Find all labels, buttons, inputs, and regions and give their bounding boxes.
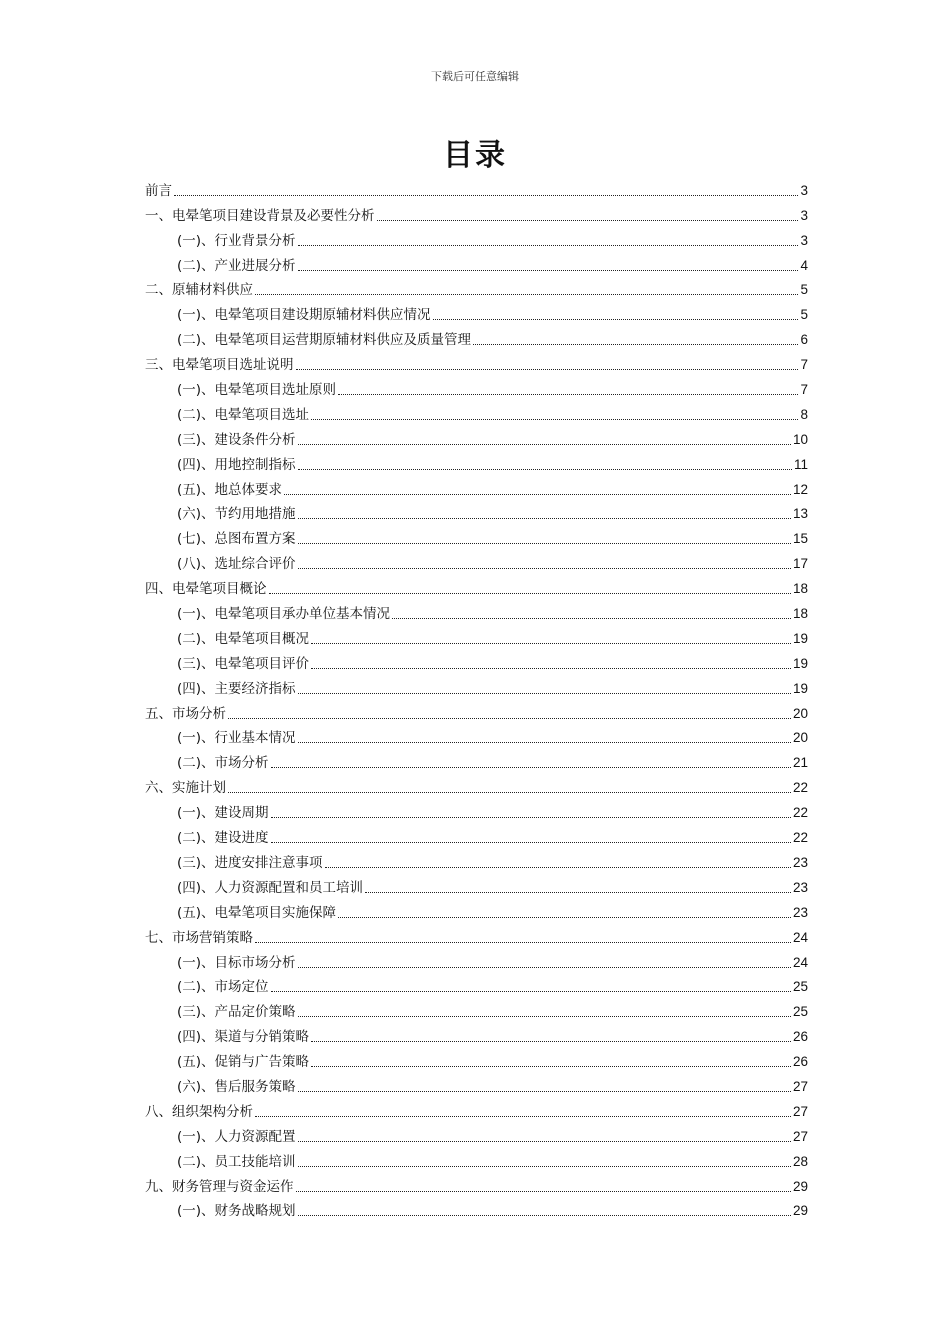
toc-entry[interactable]: [145, 772, 808, 797]
dot-leader: [433, 319, 799, 320]
toc-entry[interactable]: [145, 573, 808, 598]
toc-entry-label: 六、实施计划: [145, 780, 226, 797]
dot-leader: [298, 1141, 791, 1142]
dot-leader: [311, 643, 791, 644]
toc-entry-label: 二、原辅材料供应: [145, 282, 253, 299]
toc-subentry[interactable]: [145, 474, 808, 499]
toc-entry-label: (四)、渠道与分销策略: [177, 1029, 310, 1046]
dot-leader: [296, 1191, 791, 1192]
toc-page-number: 5: [800, 307, 808, 323]
toc-subentry[interactable]: [145, 250, 808, 275]
toc-entry-label: (六)、售后服务策略: [177, 1078, 296, 1095]
dot-leader: [298, 742, 791, 743]
toc-subentry[interactable]: [145, 1046, 808, 1071]
toc-entry-label: 前言: [145, 182, 172, 199]
toc-subentry[interactable]: [145, 424, 808, 449]
toc-page-number: 22: [792, 830, 808, 846]
toc-entry[interactable]: [145, 698, 808, 723]
dot-leader: [255, 1116, 791, 1117]
toc-page-number: 21: [792, 755, 808, 771]
toc-subentry[interactable]: [145, 1146, 808, 1171]
toc-subentry[interactable]: [145, 324, 808, 349]
toc-subentry[interactable]: [145, 299, 808, 324]
toc-subentry[interactable]: [145, 523, 808, 548]
toc-page-number: 19: [792, 680, 808, 696]
dot-leader: [271, 991, 791, 992]
toc-entry-label: (一)、财务战略规划: [177, 1203, 296, 1220]
toc-page-number: 22: [792, 780, 808, 796]
toc-page-number: 23: [792, 879, 808, 895]
toc-page-number: 19: [792, 655, 808, 671]
dot-leader: [325, 867, 791, 868]
toc-page-number: 6: [800, 332, 808, 348]
dot-leader: [255, 942, 791, 943]
dot-leader: [311, 1041, 791, 1042]
toc-entry-label: 五、市场分析: [145, 705, 226, 722]
toc-entry-label: (二)、建设进度: [177, 830, 269, 847]
toc-subentry[interactable]: [145, 747, 808, 772]
toc-page-number: 20: [792, 705, 808, 721]
dot-leader: [311, 1066, 791, 1067]
toc-entry[interactable]: [145, 200, 808, 225]
toc-entry-label: (八)、选址综合评价: [177, 556, 296, 573]
dot-leader: [255, 294, 798, 295]
toc-page-number: 18: [792, 581, 808, 597]
toc-page-number: 27: [792, 1128, 808, 1144]
toc-subentry[interactable]: [145, 723, 808, 748]
toc-page-number: 12: [792, 481, 808, 497]
toc-subentry[interactable]: [145, 797, 808, 822]
toc-page-number: 19: [792, 630, 808, 646]
toc-entry-label: 四、电晕笔项目概论: [145, 581, 267, 598]
toc-entry-label: (四)、用地控制指标: [177, 456, 296, 473]
toc-page-number: 23: [792, 904, 808, 920]
dot-leader: [296, 369, 799, 370]
toc-subentry[interactable]: [145, 947, 808, 972]
toc-page-number: 25: [792, 1004, 808, 1020]
toc-entry-label: (二)、市场分析: [177, 755, 269, 772]
toc-subentry[interactable]: [145, 897, 808, 922]
dot-leader: [298, 1016, 791, 1017]
toc-entry-label: (二)、电晕笔项目运营期原辅材料供应及质量管理: [177, 332, 472, 349]
dot-leader: [298, 518, 791, 519]
toc-entry-label: (一)、建设周期: [177, 805, 269, 822]
toc-page-number: 7: [800, 382, 808, 398]
toc-subentry[interactable]: [145, 996, 808, 1021]
toc-subentry[interactable]: [145, 1021, 808, 1046]
dot-leader: [269, 593, 791, 594]
dot-leader: [298, 543, 791, 544]
toc-entry-label: (四)、主要经济指标: [177, 680, 296, 697]
toc-page-number: 5: [800, 282, 808, 298]
toc-entry-label: (三)、建设条件分析: [177, 431, 296, 448]
toc-entry[interactable]: [145, 175, 808, 200]
toc-subentry[interactable]: [145, 847, 808, 872]
toc-subentry[interactable]: [145, 399, 808, 424]
toc-page-number: 15: [792, 531, 808, 547]
toc-subentry[interactable]: [145, 623, 808, 648]
toc-entry-label: (二)、产业进展分析: [177, 257, 296, 274]
toc-page-number: 26: [792, 1029, 808, 1045]
toc-page-number: 3: [800, 232, 808, 248]
toc-subentry[interactable]: [145, 872, 808, 897]
toc-title: 目录: [443, 138, 507, 173]
dot-leader: [473, 344, 798, 345]
dot-leader: [365, 892, 791, 893]
toc-entry-label: (五)、电晕笔项目实施保障: [177, 904, 337, 921]
toc-entry[interactable]: [145, 1096, 808, 1121]
toc-entry-label: 九、财务管理与资金运作: [145, 1178, 294, 1195]
toc-page-number: 26: [792, 1054, 808, 1070]
toc-page-number: 27: [792, 1103, 808, 1119]
toc-page-number: 25: [792, 979, 808, 995]
dot-leader: [298, 1166, 791, 1167]
toc-subentry[interactable]: [145, 548, 808, 573]
toc-entry-label: (三)、电晕笔项目评价: [177, 655, 310, 672]
toc-entry[interactable]: [145, 922, 808, 947]
toc-page-number: 18: [792, 606, 808, 622]
dot-leader: [298, 469, 792, 470]
toc-page-number: 22: [792, 805, 808, 821]
toc-page-number: 28: [792, 1153, 808, 1169]
toc-entry-label: 三、电晕笔项目选址说明: [145, 357, 294, 374]
toc-subentry[interactable]: [145, 598, 808, 623]
toc-subentry[interactable]: [145, 225, 808, 250]
toc-entry-label: (六)、节约用地措施: [177, 506, 296, 523]
toc-page-number: 4: [800, 257, 808, 273]
toc-entry-label: (一)、行业基本情况: [177, 730, 296, 747]
toc-entry-label: (一)、目标市场分析: [177, 954, 296, 971]
toc-entry-label: (三)、产品定价策略: [177, 1004, 296, 1021]
dot-leader: [311, 668, 791, 669]
dot-leader: [298, 444, 791, 445]
toc-subentry[interactable]: [145, 449, 808, 474]
toc-entry-label: (一)、人力资源配置: [177, 1128, 296, 1145]
toc-page-number: 11: [793, 456, 808, 472]
toc-entry-label: (一)、行业背景分析: [177, 232, 296, 249]
toc-subentry[interactable]: [145, 1071, 808, 1096]
dot-leader: [338, 917, 791, 918]
dot-leader: [392, 618, 791, 619]
dot-leader: [228, 792, 791, 793]
dot-leader: [311, 419, 798, 420]
toc-entry-label: (三)、进度安排注意事项: [177, 854, 323, 871]
toc-entry-label: (一)、电晕笔项目选址原则: [177, 382, 337, 399]
toc-subentry[interactable]: [145, 1196, 808, 1221]
toc-page-number: 23: [792, 854, 808, 870]
dot-leader: [271, 817, 791, 818]
dot-leader: [298, 967, 791, 968]
toc-page-number: 20: [792, 730, 808, 746]
toc-subentry[interactable]: [145, 374, 808, 399]
toc-entry-label: (二)、电晕笔项目选址: [177, 406, 310, 423]
toc-subentry[interactable]: [145, 822, 808, 847]
toc-entry[interactable]: [145, 1171, 808, 1196]
table-of-contents: [145, 175, 808, 1220]
toc-page-number: 24: [792, 954, 808, 970]
toc-entry-label: (七)、总图布置方案: [177, 531, 296, 548]
dot-leader: [298, 245, 799, 246]
toc-page-number: 24: [792, 929, 808, 945]
toc-page-number: 17: [792, 556, 808, 572]
toc-page-number: 29: [792, 1203, 808, 1219]
toc-page-number: 8: [800, 406, 808, 422]
toc-entry-label: (四)、人力资源配置和员工培训: [177, 879, 364, 896]
toc-page-number: 3: [800, 182, 808, 198]
toc-entry-label: (一)、电晕笔项目承办单位基本情况: [177, 606, 391, 623]
toc-entry-label: 一、电晕笔项目建设背景及必要性分析: [145, 207, 375, 224]
dot-leader: [298, 270, 799, 271]
toc-entry-label: (五)、地总体要求: [177, 481, 283, 498]
toc-entry-label: (一)、电晕笔项目建设期原辅材料供应情况: [177, 307, 431, 324]
dot-leader: [271, 842, 791, 843]
toc-subentry[interactable]: [145, 648, 808, 673]
toc-subentry[interactable]: [145, 1121, 808, 1146]
toc-entry-label: (二)、电晕笔项目概况: [177, 630, 310, 647]
dot-leader: [228, 718, 791, 719]
dot-leader: [284, 494, 791, 495]
toc-page-number: 29: [792, 1178, 808, 1194]
toc-page-number: 27: [792, 1078, 808, 1094]
toc-page-number: 7: [800, 357, 808, 373]
toc-subentry[interactable]: [145, 972, 808, 997]
dot-leader: [298, 568, 791, 569]
dot-leader: [338, 394, 798, 395]
toc-entry-label: (二)、市场定位: [177, 979, 269, 996]
dot-leader: [377, 220, 799, 221]
toc-entry[interactable]: [145, 349, 808, 374]
dot-leader: [271, 767, 791, 768]
page-header: 下载后可任意编辑: [431, 70, 519, 83]
toc-entry[interactable]: [145, 275, 808, 300]
dot-leader: [298, 1091, 791, 1092]
toc-subentry[interactable]: [145, 499, 808, 524]
toc-entry-label: 八、组织架构分析: [145, 1103, 253, 1120]
dot-leader: [174, 195, 798, 196]
toc-entry-label: (五)、促销与广告策略: [177, 1054, 310, 1071]
toc-page-number: 13: [792, 506, 808, 522]
toc-entry-label: (二)、员工技能培训: [177, 1153, 296, 1170]
toc-subentry[interactable]: [145, 673, 808, 698]
toc-page-number: 10: [792, 431, 808, 447]
dot-leader: [298, 1215, 791, 1216]
toc-entry-label: 七、市场营销策略: [145, 929, 253, 946]
dot-leader: [298, 693, 791, 694]
toc-page-number: 3: [800, 207, 808, 223]
